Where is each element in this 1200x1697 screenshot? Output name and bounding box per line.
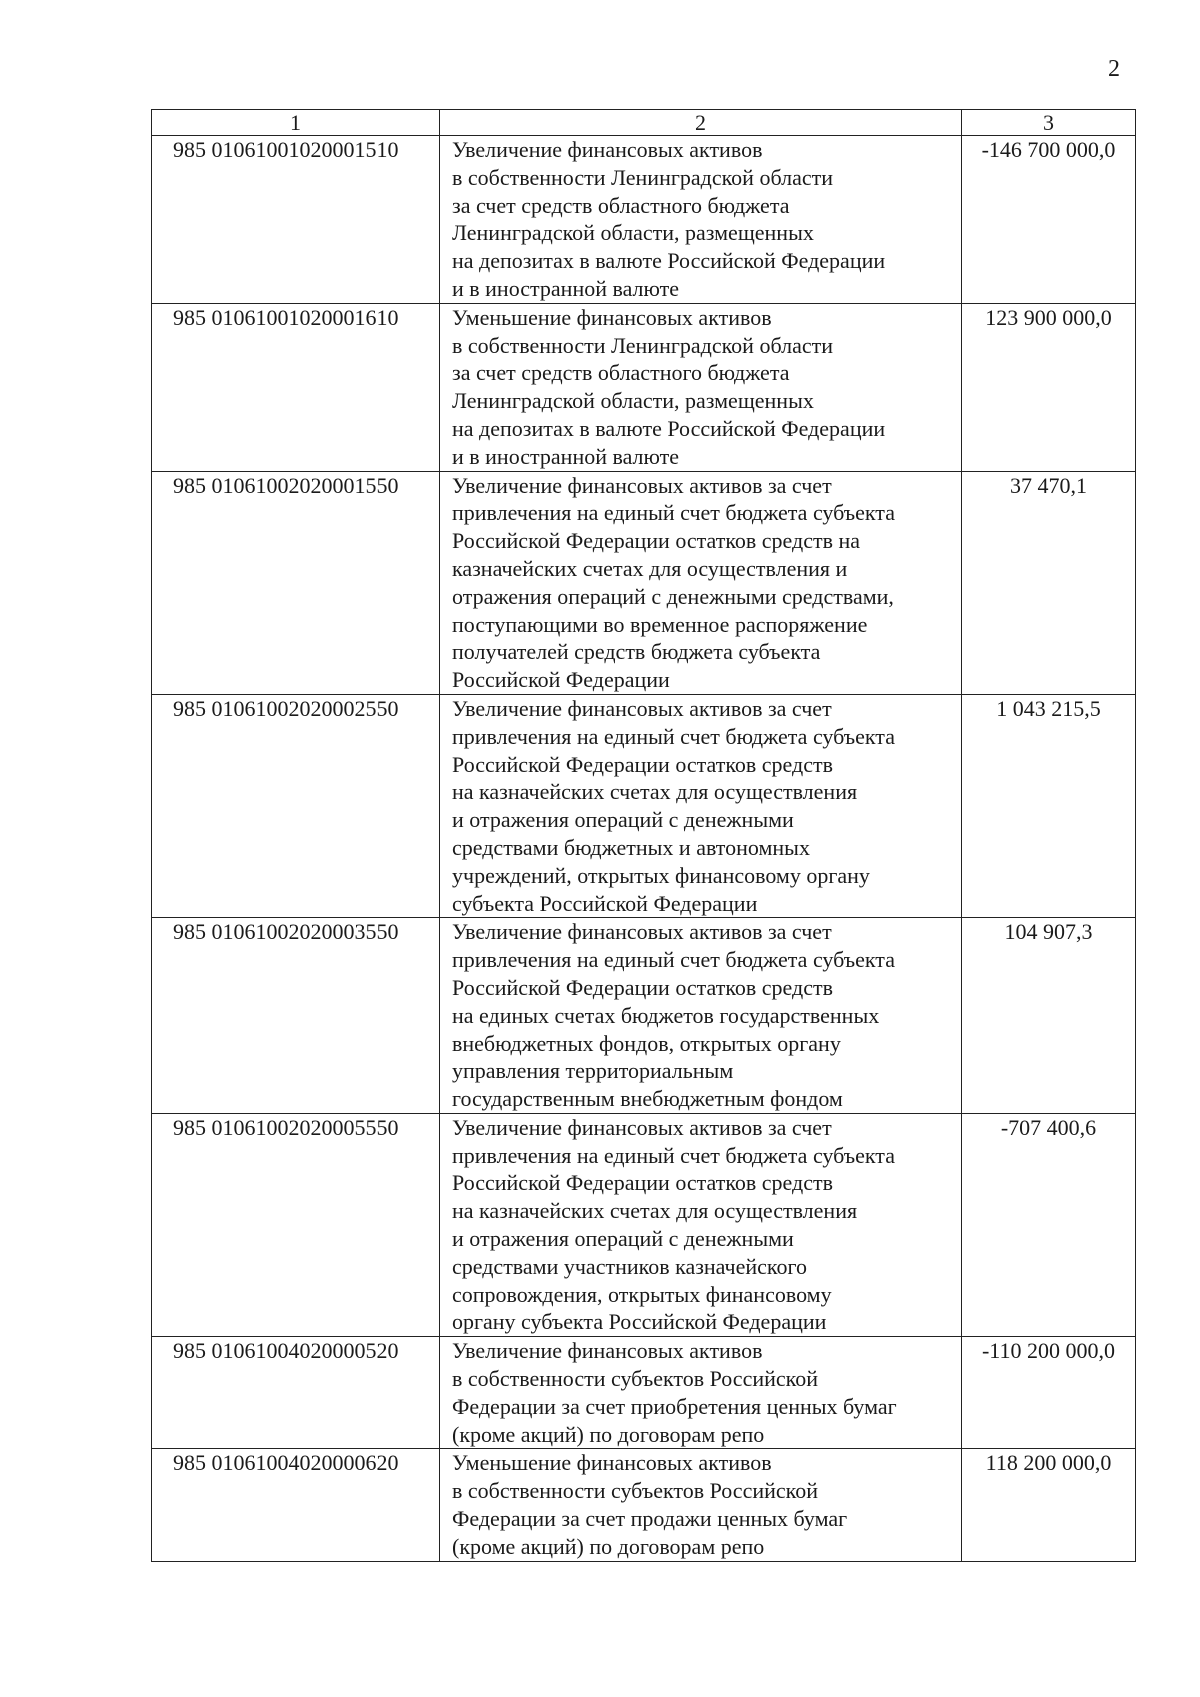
description-line: в собственности Ленинградской области <box>452 164 833 190</box>
description-line: привлечения на единый счет бюджета субъекта <box>452 723 895 749</box>
description-line: в собственности субъектов Российской <box>452 1478 818 1504</box>
amount: -707 400,6 <box>962 1113 1136 1336</box>
description-line: привлечения на единый счет бюджета субъекта <box>452 500 895 526</box>
description-line: Российской Федерации остатков средств <box>452 974 833 1000</box>
table-row <box>152 918 1136 1114</box>
description-line: Увеличение финансовых активов за счет <box>452 1114 832 1140</box>
page-number: 2 <box>1108 56 1120 82</box>
description-line: (кроме акций) по договорам репо <box>452 1533 765 1559</box>
description-line: за счет средств областного бюджета <box>452 360 790 386</box>
description-line: средствами участников казначейского <box>452 1253 807 1279</box>
budget-code: 985 01061002020002550 <box>152 694 440 917</box>
description-line: Российской Федерации <box>452 667 670 693</box>
description <box>440 918 962 1114</box>
description-line: Увеличение финансовых активов за счет <box>452 695 832 721</box>
header-col-2: 2 <box>440 110 962 136</box>
amount: 37 470,1 <box>962 471 1136 694</box>
description-line: на единых счетах бюджетов государственных <box>452 1002 880 1028</box>
description-line: управления территориальным <box>452 1058 734 1084</box>
description-line: в собственности Ленинградской области <box>452 332 833 358</box>
table-row <box>152 471 1136 694</box>
budget-code: 985 01061004020000520 <box>152 1337 440 1449</box>
budget-code: 985 01061002020001550 <box>152 471 440 694</box>
description <box>440 1113 962 1336</box>
description <box>440 694 962 917</box>
description-line: за счет средств областного бюджета <box>452 192 790 218</box>
budget-code: 985 01061001020001610 <box>152 303 440 471</box>
description-line: Российской Федерации остатков средств <box>452 751 833 777</box>
budget-code: 985 01061001020001510 <box>152 136 440 304</box>
budget-code: 985 01061002020005550 <box>152 1113 440 1336</box>
description-line: субъекта Российской Федерации <box>452 890 758 916</box>
description-line: и отражения операций с денежными <box>452 1226 794 1252</box>
description-line: и в иностранной валюте <box>452 275 680 301</box>
amount: 118 200 000,0 <box>962 1449 1136 1561</box>
description-line: органу субъекта Российской Федерации <box>452 1309 827 1335</box>
description <box>440 136 962 304</box>
description-line: Ленинградской области, размещенных <box>452 220 814 246</box>
description-line: на депозитах в валюте Российской Федерации <box>452 248 886 274</box>
description-line: Российской Федерации остатков средств на <box>452 528 861 554</box>
table-row <box>152 303 1136 471</box>
amount: 123 900 000,0 <box>962 303 1136 471</box>
description-line: на депозитах в валюте Российской Федерации <box>452 415 886 441</box>
description-line: Федерации за счет продажи ценных бумаг <box>452 1506 848 1532</box>
table-row <box>152 694 1136 917</box>
description-line: Увеличение финансовых активов за счет <box>452 472 832 498</box>
description <box>440 471 962 694</box>
amount: 1 043 215,5 <box>962 694 1136 917</box>
description <box>440 1449 962 1561</box>
description-line: Увеличение финансовых активов <box>452 137 763 162</box>
description-line: Увеличение финансовых активов <box>452 1338 763 1364</box>
table-row <box>152 1113 1136 1336</box>
table-header <box>152 110 1136 136</box>
description-line: отражения операций с денежными средствами, <box>452 583 894 609</box>
amount: 104 907,3 <box>962 918 1136 1114</box>
description-line: Увеличение финансовых активов за счет <box>452 919 832 945</box>
header-row <box>152 110 1136 136</box>
description <box>440 1337 962 1449</box>
description-line: государственным внебюджетным фондом <box>452 1086 843 1112</box>
description-line: Уменьшение финансовых активов <box>452 1450 772 1476</box>
description-line: получателей средств бюджета субъекта <box>452 639 821 665</box>
table-row <box>152 136 1136 304</box>
description-line: привлечения на единый счет бюджета субъекта <box>452 1142 895 1168</box>
header-col-3: 3 <box>962 110 1136 136</box>
budget-code: 985 01061004020000620 <box>152 1449 440 1561</box>
amount: -146 700 000,0 <box>962 136 1136 304</box>
header-col-1: 1 <box>152 110 440 136</box>
budget-code: 985 01061002020003550 <box>152 918 440 1114</box>
description-line: (кроме акций) по договорам репо <box>452 1421 765 1447</box>
table-row <box>152 1449 1136 1561</box>
description-line: в собственности субъектов Российской <box>452 1366 818 1392</box>
description-line: привлечения на единый счет бюджета субъекта <box>452 947 895 973</box>
description-line: Федерации за счет приобретения ценных бумаг <box>452 1393 897 1419</box>
description-line: поступающими во временное распоряжение <box>452 611 868 637</box>
table-body <box>152 136 1136 1562</box>
table-row <box>152 1337 1136 1449</box>
description-line: внебюджетных фондов, открытых органу <box>452 1030 841 1056</box>
description <box>440 303 962 471</box>
description-line: средствами бюджетных и автономных <box>452 834 810 860</box>
budget-table <box>151 109 1136 1562</box>
description-line: и отражения операций с денежными <box>452 807 794 833</box>
description-line: Ленинградской области, размещенных <box>452 388 814 414</box>
description-line: учреждений, открытых финансовому органу <box>452 862 870 888</box>
description-line: казначейских счетах для осуществления и <box>452 555 848 581</box>
description-line: и в иностранной валюте <box>452 443 680 469</box>
description-line: Российской Федерации остатков средств <box>452 1170 833 1196</box>
description-line: на казначейских счетах для осуществления <box>452 1198 858 1224</box>
description-line: Уменьшение финансовых активов <box>452 304 772 330</box>
description-line: сопровождения, открытых финансовому <box>452 1281 832 1307</box>
description-line: на казначейских счетах для осуществления <box>452 779 858 805</box>
amount: -110 200 000,0 <box>962 1337 1136 1449</box>
